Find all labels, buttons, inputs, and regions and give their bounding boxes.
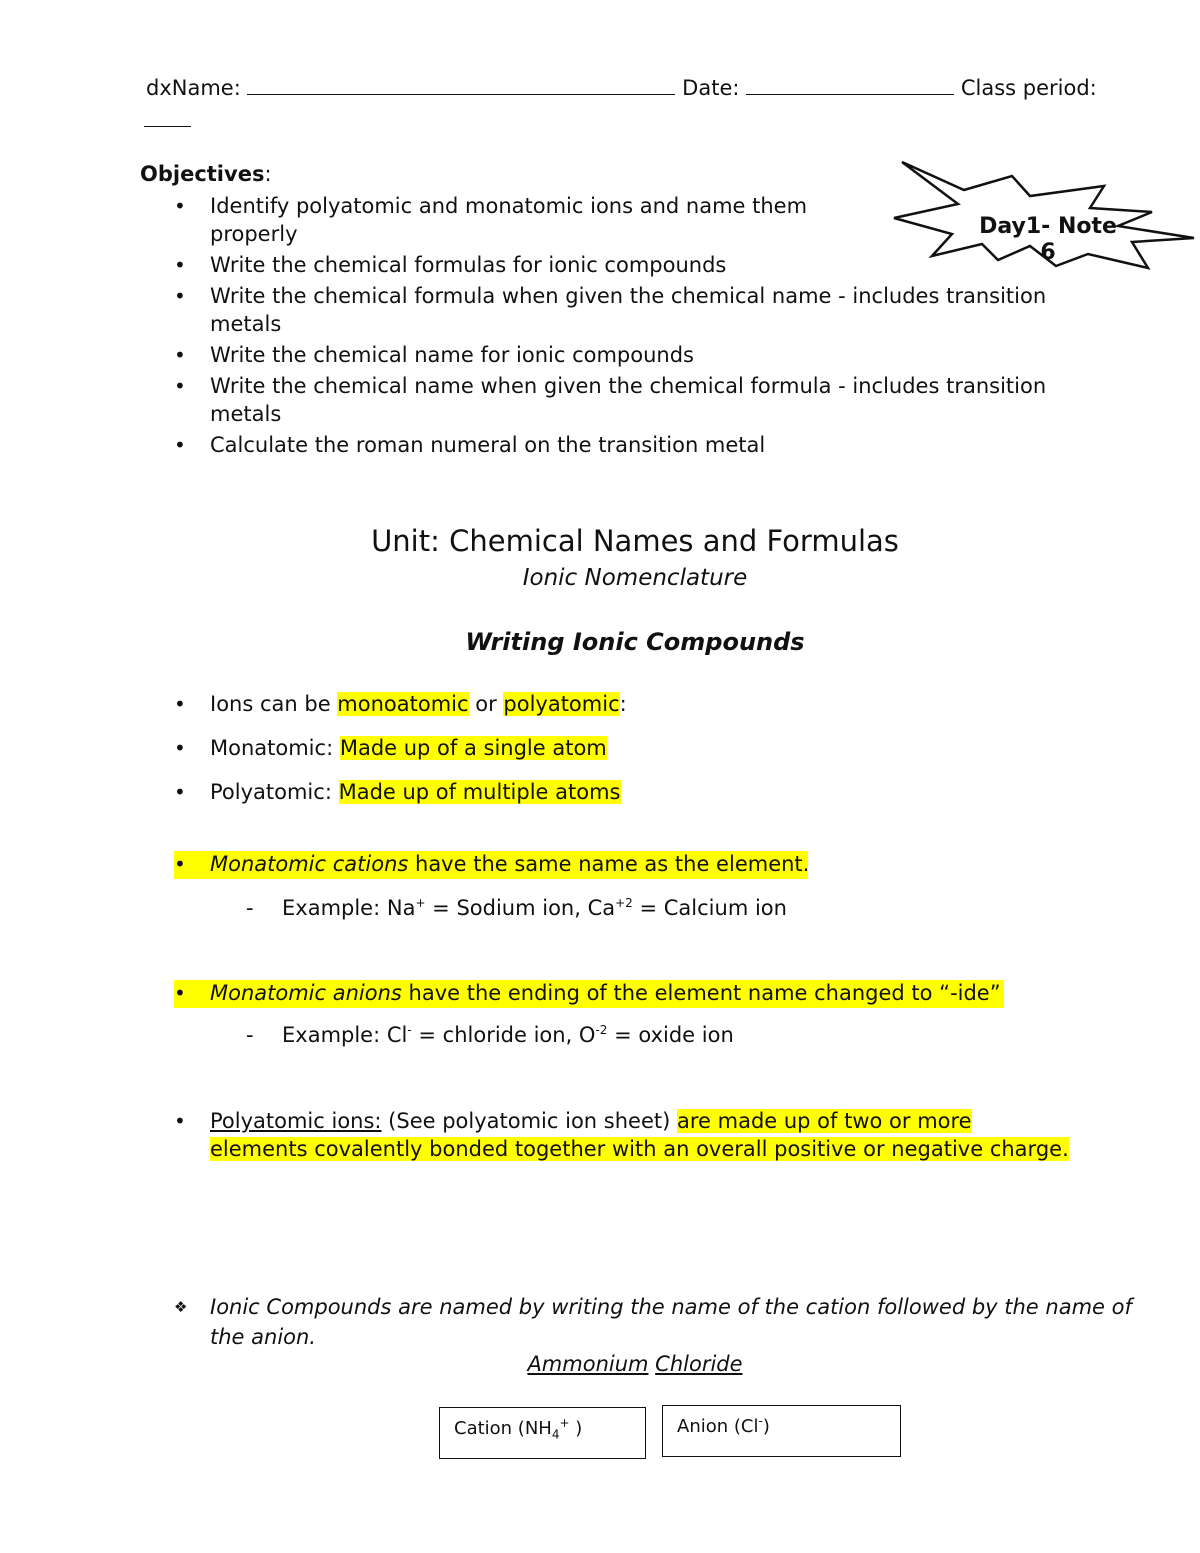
monatomic-definition: • Monatomic: Made up of a single atom <box>174 734 1074 762</box>
class-period-label: Class period: <box>960 76 1097 100</box>
objective-item: • Write the chemical formulas for ionic compounds <box>174 251 1074 279</box>
naming-rule: ❖ Ionic Compounds are named by writing the name of the cation followed by the name of the anion. <box>174 1292 1134 1352</box>
unit-subtitle: Ionic Nomenclature <box>522 565 748 591</box>
polyatomic-rule <box>174 1107 1074 1163</box>
cation-box[interactable]: Cation ($NH_4^+$ ) <box>439 1407 646 1459</box>
name-field[interactable] <box>247 76 675 95</box>
header-line <box>146 76 1146 100</box>
polyatomic-rule-item: • Polyatomic ions: (See polyatomic ion sheet) are made up of two or more elements covalently bonded together with an overall positive or negative charge. <box>174 1107 1074 1163</box>
anion-rule-item: • Monatomic anions have the ending of the element name changed to “-ide” <box>174 979 1074 1007</box>
example-compound-name: Ammonium Chloride <box>527 1352 743 1376</box>
section-title: Writing Ionic Compounds <box>465 628 805 656</box>
cation-example: - Example: Na+ = Sodium ion, $Ca^{+2}$ = Calcium ion <box>246 896 787 920</box>
unit-title: Unit: Chemical Names and Formulas <box>371 524 899 558</box>
objective-item: • Calculate the roman numeral on the transition metal <box>174 431 1074 459</box>
anion-box[interactable]: Anion (Cl-) <box>662 1405 901 1457</box>
objective-item: • Write the chemical name when given the chemical formula - includes transition metals <box>174 372 1074 428</box>
diamond-bullet-icon: ❖ <box>174 1298 188 1316</box>
objective-item: • Write the chemical name for ionic compounds <box>174 341 1074 369</box>
cation-rule <box>174 850 1074 878</box>
objective-item: • Write the chemical formula when given the chemical name - includes transition metals <box>174 282 1074 338</box>
anion-example: - Example: Cl- = chloride ion, $O^{-2}$ = oxide ion <box>246 1023 734 1047</box>
objectives-heading: Objectives: <box>140 162 272 186</box>
class-period-field[interactable] <box>144 112 191 127</box>
cation-rule-item: • Monatomic cations have the same name as the element. <box>174 850 1074 878</box>
date-label: Date: <box>682 76 740 100</box>
polyatomic-definition: • Polyatomic: Made up of multiple atoms <box>174 778 1074 806</box>
date-field[interactable] <box>746 76 954 95</box>
ion-types-list <box>174 690 1074 806</box>
anion-rule <box>174 979 1074 1007</box>
badge-label: Day1- Note 6 <box>979 214 1117 265</box>
objective-item: • Identify polyatomic and monatomic ions and name them properly <box>174 192 850 248</box>
name-label: dxName: <box>146 76 241 100</box>
ion-types-item: • Ions can be monoatomic or polyatomic: <box>174 690 1074 718</box>
